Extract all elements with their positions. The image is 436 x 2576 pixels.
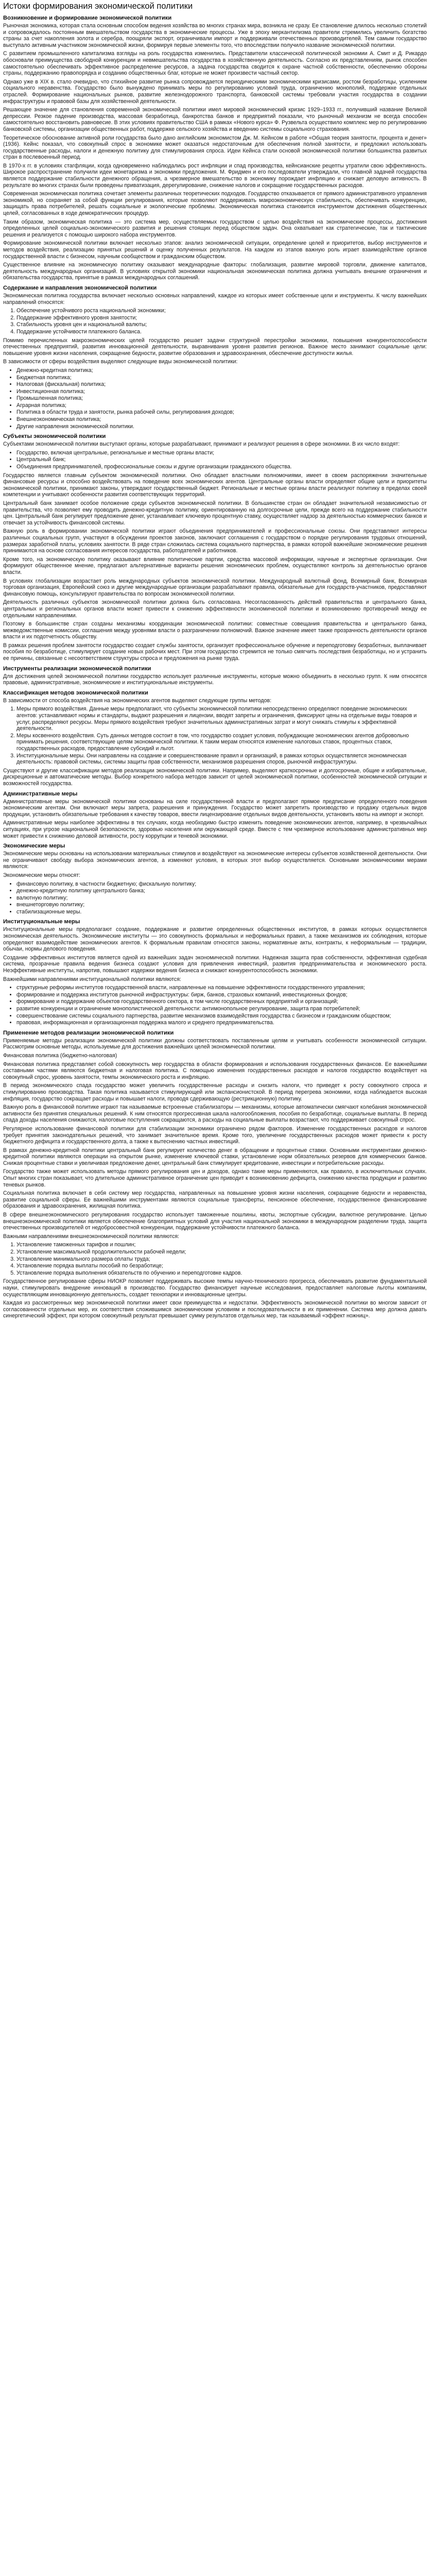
section-heading: Административные меры (3, 790, 78, 797)
paragraph: Субъектами экономической политики выступают органы, которые разрабатывают, принимают и реализуют решения в сфере экономики. В их число входят: (3, 441, 400, 448)
paragraph: Важнейшими направлениями институциональной политики являются: (3, 976, 181, 982)
list-item: • Бюджетная политика; (16, 375, 427, 381)
list-item: • развитие конкуренции и ограничение монополистической деятельности: антимонопольное регулирование, защита прав потребителей; (16, 1006, 427, 1012)
paragraph: Решающее значение для становления современной экономической политики имел мировой экономический кризис 1929–1933 гг., получивший название Великой депрессии. Резкое падение производства, массовая безработица, банкротства банков и предприятий показали, что рыночный механизм не всегда способен самостоятельно восстановить равновесие. В этих условиях правительство США в рамках «Нового курса» Ф. Рузвельта осуществило комплекс мер по регулированию банковской системы, организации общественных работ, поддержке сельского хозяйства и введению системы социального страхования. (3, 107, 427, 132)
list-item: • Промышленная политика; (16, 395, 427, 402)
list-item: • Объединения предпринимателей, профессиональные союзы и другие организации гражданского общества. (16, 464, 427, 470)
paragraph: В период экономического спада государство может увеличить государственные расходы и снизить налоги, что приведет к росту совокупного спроса и стимулированию производства. Такая политика называется стимулирующей или экспансионистской. В период перегрева экономики, когда наблюдается высокая инфляция, государство сокращает расходы и повышает налоги, проводя сдерживающую (рестрикционную) политику. (3, 1082, 427, 1102)
bullet-list (3, 985, 427, 1026)
paragraph: Однако уже в XIX в. стало очевидно, что стихийное развитие рынка сопровождается периодическими экономическими кризисами, ростом безработицы, усилением социального неравенства. Государство было вынуждено принимать меры по регулированию условий труда, ограничению монополий, поддержке отдельных отраслей. Формирование национальных рынков, развитие железнодорожного транспорта, банковской системы требовали участия государства в создании инфраструктуры и правовой базы для хозяйственной деятельности. (3, 78, 427, 105)
list-item: • Центральный банк; (16, 456, 427, 463)
paragraph: Экономические меры относят: (3, 872, 81, 878)
section-heading: Субъекты экономической политики (3, 433, 106, 440)
paragraph: Регулярное использование финансовой политики для стабилизации экономики ограничено рядом факторов. Изменение государственных расходов и налогов требует принятия законодательных решений, что занимает значительное время. Кроме того, увеличение государственных расходов может привести к росту бюджетного дефицита и государственного долга, а также к вытеснению частных инвестиций. (3, 1125, 427, 1145)
numbered-list (3, 706, 427, 765)
paragraph: Экономические меры основаны на использовании материальных стимулов и воздействуют на экономические интересы субъектов хозяйственной деятельности. Они не ограничивают свободу выбора экономических агентов, а изменяют условия, в которых этот выбор осуществляется. Основными экономическими мерами являются: (3, 851, 427, 870)
paragraph: Государство является главным субъектом экономической политики. Оно обладает властными полномочиями, имеет в своем распоряжении значительные финансовые ресурсы и способно воздействовать на поведение всех экономических агентов. Центральные органы власти определяют общие цели и приоритеты экономической политики, принимают законы, утверждают государственный бюджет. Региональные и местные органы власти реализуют политику в пределах своей компетенции и учитывают особенности развития соответствующих территорий. (3, 472, 427, 498)
paragraph: Поэтому в большинстве стран созданы механизмы координации экономической политики: совместные совещания правительства и центрального банка, межведомственные комиссии, соглашения между уровнями власти о разграничении полномочий. Важное значение имеет также прозрачность деятельности органов власти и их подотчетность обществу. (3, 621, 427, 640)
paragraph: Центральный банк занимает особое положение среди субъектов экономической политики. В большинстве стран он обладает значительной независимостью от правительства, что позволяет ему проводить денежно-кредитную политику, ориентированную на долгосрочные цели, прежде всего на поддержание стабильности цен. Центральный банк регулирует предложение денег, устанавливает ключевую процентную ставку, осуществляет надзор за деятельностью коммерческих банков и отвечает за устойчивость финансовой системы. (3, 500, 427, 526)
list-item: • правовая, информационная и организационная поддержка малого и среднего предпринимательства. (16, 1020, 427, 1026)
bullet-list (3, 450, 427, 470)
section-heading: Возникновение и формирование экономической политики (3, 15, 172, 21)
list-item: 4. Установление порядка выплаты пособий по безработице; (16, 1263, 427, 1269)
list-item: • Внешнеэкономическая политика; (16, 416, 427, 423)
paragraph: Таким образом, экономическая политика — это система мер, осуществляемых государством с целью воздействия на экономические процессы, достижения определенных целей социально-экономического развития и решения стоящих перед обществом задач. Она охватывает как стратегические, так и тактические решения и реализуется с помощью широкого набора инструментов. (3, 218, 427, 238)
list-item: 5. Установление порядка выполнения обязательств по обучению и переподготовке кадров. (16, 1270, 427, 1277)
list-item: • Государство, включая центральные, региональные и местные органы власти; (16, 450, 427, 456)
paragraph: Социальная политика включает в себя систему мер государства, направленных на повышение уровня жизни населения, сокращение бедности и неравенства, развитие социальной сферы. Ее важнейшими инструментами являются социальные трансферты, пенсионное обеспечение, государственное финансирование образования и здравоохранения, жилищная политика. (3, 1190, 427, 1210)
list-item: • Денежно-кредитная политика; (16, 367, 427, 374)
paragraph: Создание эффективных институтов является одной из важнейших задач экономической политики. Надежная защита прав собственности, эффективная судебная система, прозрачные правила ведения бизнеса создают условия для привлечения инвестиций, развития предпринимательства и экономического роста. Неэффективные институты, напротив, повышают издержки ведения бизнеса и снижают конкурентоспособность экономики. (3, 954, 427, 974)
paragraph: Применяемые методы реализации экономической политики должны соответствовать поставленным целям и учитывать особенности экономической ситуации. Рассмотрим основные методы, используемые для достижения важнейших целей экономической политики. (3, 1037, 427, 1050)
paragraph: В сфере внешнеэкономического регулирования государство использует таможенные пошлины, квоты, экспортные субсидии, валютное регулирование. Целью внешнеэкономической политики является обеспечение благоприятных условий для участия национальной экономики в международном разделении труда, защита отечественных производителей от недобросовестной конкуренции, поддержание устойчивости платежного баланса. (3, 1212, 427, 1231)
document-body (3, 14, 427, 1319)
section-heading: Содержание и направления экономической политики (3, 284, 157, 291)
paragraph: Государство также может использовать методы прямого регулирования цен и доходов, однако такие меры применяются, как правило, в исключительных случаях. Опыт многих стран показывает, что длительное административное ограничение цен приводит к возникновению дефицита, снижению качества продукции и развитию теневых рынков. (3, 1168, 427, 1188)
list-item: • финансовую политику, в частности бюджетную; фискальную политику; (16, 881, 427, 888)
list-item: 3. Институциональные меры. Они направлены на создание и совершенствование правил и организаций, в рамках которых осуществляется экономическая деятельность: правовой системы, системы защиты прав собственности, механизмов разрешения споров, рыночной инфраструктуры. (16, 753, 427, 766)
list-item: • Аграрная политика; (16, 402, 427, 409)
section-heading: Экономические меры (3, 843, 65, 850)
list-item: • структурные реформы институтов государственной власти, направленные на повышение эффективности государственного управления; (16, 985, 427, 991)
numbered-list (3, 308, 427, 335)
section-heading: Институциональные меры (3, 919, 80, 925)
list-item: • валютную политику; (16, 895, 427, 902)
paragraph: Финансовая политика (бюджетно-налоговая) (3, 1052, 117, 1059)
paragraph: В 1970-х гг. в условиях стагфляции, когда одновременно наблюдались рост инфляции и спад производства, кейнсианские рецепты утратили свою эффективность. Широкое распространение получили идеи монетаризма и экономики предложения. М. Фридмен и его последователи утверждали, что главной задачей государства является поддержание стабильности денежного обращения, а чрезмерное вмешательство в экономику порождает инфляцию и снижает деловую активность. В результате во многих странах были проведены приватизация, дерегулирование, снижение налогов и сокращение государственных расходов. (3, 162, 427, 189)
paragraph: Теоретическое обоснование активной роли государства было дано английским экономистом Дж. М. Кейнсом в работе «Общая теория занятости, процента и денег» (1936). Кейнс показал, что совокупный спрос в экономике может оказаться недостаточным для обеспечения полной занятости, и предложил использовать государственные расходы, налоги и денежную политику для стимулирования спроса. Идеи Кейнса стали основой экономической политики большинства развитых стран в послевоенный период. (3, 134, 427, 161)
list-item: • формирование и поддержание объектов государственного сектора, в том числе государственных предприятий и организаций; (16, 998, 427, 1005)
paragraph: Современная экономическая политика сочетает элементы различных теоретических подходов. Государство отказывается от прямого административного управления экономикой, но сохраняет за собой функции регулирования, которые позволяют поддерживать макроэкономическую стабильность, обеспечивать конкуренцию, защищать права потребителей, решать социальные и экологические проблемы. Экономическая политика становится инструментом достижения общественных целей, согласованных в ходе демократических процедур. (3, 191, 427, 217)
paragraph: Каждая из рассмотренных мер экономической политики имеет свои преимущества и недостатки. Эффективность экономической политики во многом зависит от согласованности отдельных мер, их соответствия сложившимся экономическим условиям и последовательности в их применении. Система мер должна давать синергетический эффект, при котором совокупный результат превышает сумму результатов отдельных мер, так называемый «эффект ножниц». (3, 1300, 427, 1319)
paragraph: Существуют и другие классификации методов реализации экономической политики. Например, выделяют краткосрочные и долгосрочные, общие и избирательные, дискреционные и автоматические методы. Выбор конкретного набора методов зависит от целей экономической политики, особенностей экономической ситуации и возможностей государства. (3, 767, 427, 787)
paragraph: Помимо перечисленных макроэкономических целей государство решает задачи структурной перестройки экономики, повышения конкурентоспособности отечественных предприятий, развития инновационной деятельности, выравнивания уровня развития регионов. Важное место занимают социальные цели: повышение уровня жизни населения, сокращение бедности, развитие образования и здравоохранения, обеспечение доступности жилья. (3, 337, 427, 357)
list-item: 1. Установление таможенных тарифов и пошлин; (16, 1242, 427, 1248)
list-item: • Инвестиционная политика; (16, 388, 427, 395)
list-item: • Другие направления экономической политики. (16, 423, 427, 430)
paragraph: Институциональные меры предполагают создание, поддержание и развитие определенных общественных институтов, в рамках которых осуществляется экономическая деятельность. Экономические институты — это совокупность формальных и неформальных правил, а также механизмов их соблюдения, которые определяют взаимодействие экономических агентов. К формальным правилам относятся законы, нормативные акты, контракты, к неформальным — традиции, обычаи, нормы делового поведения. (3, 926, 427, 953)
section-heading: Классификация методов экономической политики (3, 689, 148, 696)
paragraph: В зависимости от способа воздействия на экономических агентов выделяют следующие группы методов: (3, 697, 272, 704)
paragraph: Административные меры экономической политики основаны на силе государственной власти и предполагают прямое предписание определенного поведения экономическим агентам. Они включают меры запрета, разрешения и принуждения. Государство может запретить производство и продажу отдельных видов продукции, установить обязательные требования к качеству товаров, ввести лицензирование отдельных видов деятельности, установить квоты на импорт и экспорт. (3, 798, 427, 818)
list-item: 1. Меры прямого воздействия. Данные меры предполагают, что субъекты экономической политики непосредственно определяют поведение экономических агентов: устанавливают нормы и стандарты, выдают разрешения и лицензии, вводят запреты и ограничения, фиксируют цены на отдельные виды товаров и услуг, распределяют ресурсы. Меры прямого воздействия требуют значительных административных затрат и могут снижать стимулы к эффективной деятельности. (16, 706, 427, 732)
paragraph: Рыночная экономика, которая стала основным способом ведения хозяйства во многих странах мира, возникла не сразу. Ее становление длилось несколько столетий и сопровождалось постоянным вмешательством государства в экономические процессы. Уже в эпоху меркантилизма правители стремились увеличить богатство страны за счет накопления золота и серебра, поощряли экспорт, ограничивали импорт и поддерживали отечественных производителей. Тем самым государство выступало активным участником экономической жизни, формируя первые элементы того, что впоследствии получило название экономической политики. (3, 23, 427, 48)
paragraph: Административные меры наиболее эффективны в тех случаях, когда необходимо быстро изменить поведение экономических агентов, например, в чрезвычайных ситуациях, при угрозе национальной безопасности, здоровью населения или окружающей среде. Вместе с тем чрезмерное использование административных мер может привести к снижению деловой активности, росту коррупции и теневой экономики. (3, 820, 427, 839)
list-item: • денежно-кредитную политику центрального банка; (16, 888, 427, 894)
list-item: • Политика в области труда и занятости, рынка рабочей силы, регулирования доходов; (16, 409, 427, 416)
paragraph: Важными направлениями внешнеэкономической политики являются: (3, 1233, 180, 1240)
paragraph: В рамках денежно-кредитной политики центральный банк регулирует количество денег в обращении и процентные ставки. Основными инструментами денежно-кредитной политики являются операции на открытом рынке, изменение ключевой ставки, установление норм обязательных резервов для коммерческих банков. Снижая процентные ставки и увеличивая предложение денег, центральный банк стимулирует кредитование, инвестиции и потребительские расходы. (3, 1147, 427, 1166)
paragraph: С развитием промышленного капитализма взгляды на роль государства изменились. Представители классической политической экономии А. Смит и Д. Рикардо обосновали преимущества свободной конкуренции и невмешательства государства в хозяйственную деятельность. Согласно их представлениям, рынок способен самостоятельно обеспечивать эффективное распределение ресурсов, а задача государства сводится к охране частной собственности, обеспечению обороны страны, поддержанию правопорядка и созданию общественных благ, которые не может произвести частный сектор. (3, 50, 427, 77)
list-item: 1. Обеспечение устойчивого роста национальной экономики; (16, 308, 427, 314)
paragraph: В рамках решения проблем занятости государство создает службы занятости, организует профессиональное обучение и переподготовку безработных, выплачивает пособия по безработице, стимулирует создание новых рабочих мест. При этом государство стремится не только смягчить последствия безработицы, но и устранить ее причины, связанные с несоответствием структуры спроса и предложения на рынке труда. (3, 642, 427, 662)
paragraph: Экономическая политика государства включает несколько основных направлений, каждое из которых имеет собственные цели и инструменты. К числу важнейших направлений относятся: (3, 292, 427, 306)
paragraph: Государственное регулирование сферы НИОКР позволяет поддерживать высокие темпы научно-технического прогресса, обеспечивать развитие фундаментальной науки, стимулировать внедрение инноваций в производство. Государство финансирует научные исследования, предоставляет налоговые льготы компаниям, осуществляющим инновационную деятельность, создает технопарки и инновационные центры. (3, 1278, 427, 1298)
bullet-list (3, 881, 427, 916)
list-item: • внешнеторговую политику; (16, 902, 427, 908)
page-title: Истоки формирования экономической политики (3, 2, 193, 11)
list-item: 2. Поддержание эффективного уровня занятости; (16, 315, 427, 321)
paragraph: Важную роль в финансовой политике играют так называемые встроенные стабилизаторы — механизмы, которые автоматически смягчают колебания экономической активности без принятия специальных решений. К ним относятся прогрессивная шкала налогообложения, пособия по безработице, социальные выплаты. В период спада доходы населения снижаются, налоговые поступления сокращаются, а расходы на социальные выплаты возрастают, что поддерживает совокупный спрос. (3, 1104, 427, 1124)
list-item: 4. Поддержание устойчивости платежного баланса. (16, 329, 427, 335)
list-item: • Налоговая (фискальная) политика; (16, 381, 427, 388)
section-heading: Инструменты реализации экономической политики (3, 665, 151, 672)
paragraph: Существенное влияние на экономическую политику оказывают международные факторы: глобализация, развитие мировой торговли, движение капиталов, деятельность международных организаций. В условиях открытой экономики национальная экономическая политика должна учитывать внешние ограничения и обязательства государства, принятые в рамках международных соглашений. (3, 262, 427, 281)
paragraph: Финансовая политика представляет собой совокупность мер государства в области формирования и использования государственных финансов. Ее важнейшими составными частями являются бюджетная и налоговая политика. С помощью изменения государственных расходов и налогов государство воздействует на совокупный спрос, уровень занятости, темпы экономического роста и инфляцию. (3, 1061, 427, 1080)
list-item: • совершенствование системы социального партнерства, развитие механизмов взаимодействия государства с бизнесом и гражданским обществом; (16, 1013, 427, 1020)
list-item: • формирование и поддержка институтов рыночной инфраструктуры: бирж, банков, страховых компаний, инвестиционных фондов; (16, 992, 427, 998)
paragraph: Важную роль в формировании экономической политики играют объединения предпринимателей и профессиональные союзы. Они представляют интересы различных социальных групп, участвуют в обсуждении проектов законов, заключают соглашения с государством о порядке регулирования трудовых отношений, размерах заработной платы, условиях занятости. В ряде стран сложилась система социального партнерства, в рамках которой важнейшие экономические решения принимаются на основе согласования интересов государства, работодателей и работников. (3, 528, 427, 554)
paragraph: Кроме того, на экономическую политику оказывают влияние политические партии, средства массовой информации, научные и экспертные организации. Они формируют общественное мнение, предлагают альтернативные варианты решения экономических проблем, осуществляют контроль за деятельностью органов власти. (3, 556, 427, 575)
bullet-list (3, 367, 427, 430)
list-item: • стабилизационные меры. (16, 909, 427, 916)
paragraph: В условиях глобализации возрастает роль международных субъектов экономической политики. Международный валютный фонд, Всемирный банк, Всемирная торговая организация, Европейский союз и другие международные организации разрабатывают правила, обязательные для государств-участников, предоставляют финансовую помощь, консультируют правительства по вопросам экономической политики. (3, 578, 427, 597)
list-item: 3. Установление минимального размера оплаты труда; (16, 1256, 427, 1263)
paragraph: Формирование экономической политики включает несколько этапов: анализ экономической ситуации, определение целей и приоритетов, выбор инструментов и методов воздействия, реализацию принятых решений и оценку полученных результатов. На каждом из этапов важную роль играет взаимодействие органов государственной власти с бизнесом, научным сообществом и гражданским обществом. (3, 240, 427, 260)
paragraph: Для достижения целей экономической политики государство использует различные инструменты, которые можно объединить в несколько групп. К ним относятся правовые, административные, экономические и институциональные инструменты. (3, 673, 427, 686)
paragraph: В зависимости от сферы воздействия выделяют следующие виды экономической политики: (3, 359, 238, 365)
section-heading: Применение методов реализации экономической политики (3, 1029, 174, 1036)
list-item: 2. Установление максимальной продолжительности рабочей недели; (16, 1249, 427, 1256)
list-item: 2. Меры косвенного воздействия. Суть данных методов состоит в том, что государство создает условия, побуждающие экономических агентов добровольно принимать решения, соответствующие целям экономической политики. К таким мерам относятся изменение налоговых ставок, процентных ставок, государственных расходов, предоставление субсидий и льгот. (16, 733, 427, 752)
paragraph: Деятельность различных субъектов экономической политики должна быть согласована. Несогласованность действий правительства и центрального банка, центральных и региональных органов власти может привести к снижению эффективности экономической политики и возникновению противоречий между ее отдельными направлениями. (3, 599, 427, 619)
numbered-list (3, 1242, 427, 1276)
list-item: 3. Стабильность уровня цен и национальной валюты; (16, 321, 427, 328)
